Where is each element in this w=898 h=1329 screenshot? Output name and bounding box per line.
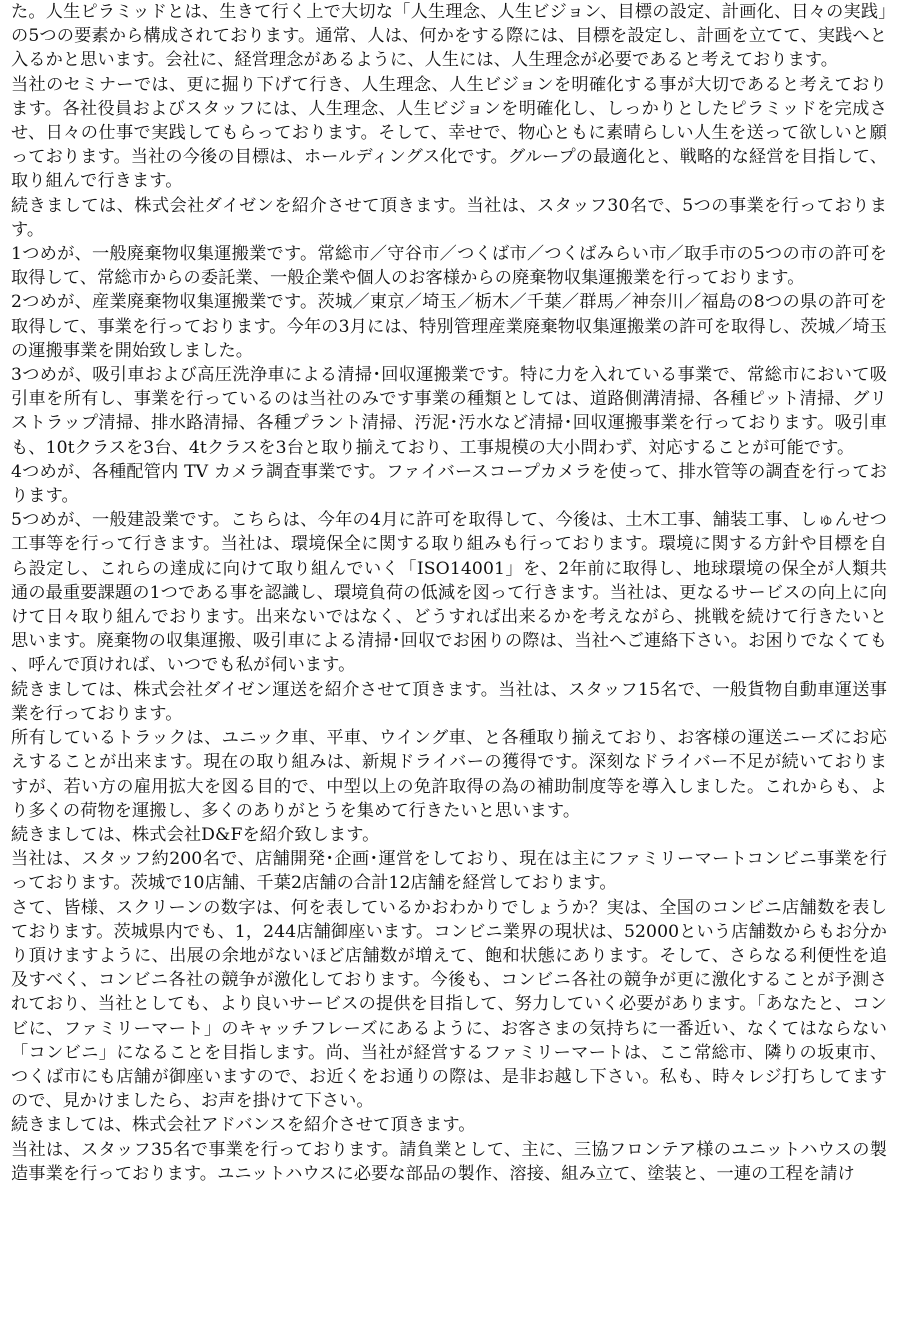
paragraph-trucks: 所有しているトラックは、ユニック車、平車、ウイング車、と各種取り揃えており、お客様の運送ニーズにお応えすることが出来ます。現在の取り組みは、新規ドライバーの獲得です。深刻なドライバー不足が続いておりますが、若い方の雇用拡大を図る目的で、中型以上の免許取得の為の補助制度等を導入しました。これからも、より多くの荷物を運搬し、多くのありがとうを集めて行きたいと思います。 xyxy=(11,728,887,821)
paragraph-convenience-stores: さて、皆様、スクリーンの数字は、何を表しているかおわかりでしょうか？実は、全国のコンビニ店舗数を表しております。茨城県内でも、1，244店舗御座います。コンビニ業界の現状は、52000という店舗数からもお分かり頂けますように、出展の余地がないほど店舗数が増えて、飽和状態にあります。そして、さらなる利便性を追及すべく、コンビニ各社の競争が激化しております。今後も、コンビニ各社の競争が更に激化することが予測されており、当社としても、より良いサービスの提供を目指して、努力していく必要があります。「あなたと、コンビに、ファミリーマート」のキャッチフレーズにあるように、お客さまの気持ちに一番近い、なくてはならない「コンビニ」になることを目指します。尚、当社が経営するファミリーマートは、ここ常総市、隣りの坂東市、つくば市にも店舗が御座いますので、お近くをお通りの際は、是非お越し下さい。私も、時々レジ打ちしてますので、見かけましたら、お声を掛けて下さい。 xyxy=(11,897,887,1112)
paragraph-seminar: 当社のセミナーでは、更に掘り下げて行き、人生理念、人生ビジョンを明確化する事が大切であると考えております。各社役員およびスタッフには、人生理念、人生ビジョンを明確化し、しっかりとしたピラミッドを完成させ、日々の仕事で実践してもらっております。そして、幸せで、物心ともに素晴らしい人生を送って欲しいと願っております。当社の今後の目標は、ホールディングス化です。グループの最適化と、戦略的な経営を目指して、取り組んで行きます。 xyxy=(11,74,887,192)
paragraph-business-3: 3つめが、吸引車および高圧洗浄車による清掃･回収運搬業です。特に力を入れている事業で、常総市において吸引車を所有し、事業を行っているのは当社のみです事業の種類としては、道路側溝清掃、各種ピット清掃、グリストラップ清掃、排水路清掃、各種プラント清掃、汚泥･汚水など清掃･回収運搬事業を行っております。吸引車も、10tクラスを3台、4tクラスを3台と取り揃えており、工事規模の大小問わず、対応することが可能です。 xyxy=(11,365,887,458)
paragraph-business-5: 5つめが、一般建設業です。こちらは、今年の4月に許可を取得して、今後は、土木工事、舗装工事、しゅんせつ工事等を行って行きます。当社は、環境保全に関する取り組みも行っております。環境に関する方針や目標を自ら設定し、これらの達成に向けて取り組んでいく「ISO14001」を、2年前に取得し、地球環境の保全が人類共通の最重要課題の1つである事を認識し、環境負荷の低減を図って行きます。当社は、更なるサービスの向上に向けて日々取り組んでおります。出来ないではなく、どうすれば出来るかを考えながら、挑戦を続けて行きたいと思います。廃棄物の収集運搬、吸引車による清掃･回収でお困りの際は、当社へご連絡下さい。お困りでなくても、呼んで頂ければ、いつでも私が伺います。 xyxy=(11,510,887,676)
paragraph-life-pyramid: た。人生ピラミッドとは、生きて行く上で大切な「人生理念、人生ビジョン、目標の設定、計画化、日々の実践」の5つの要素から構成されております。通常、人は、何かをする際には、目標を設定し、計画を立てて、実践へと入るかと思います。会社に、経営理念があるように、人生には、人生理念が必要であると考えております。 xyxy=(11,2,887,71)
paragraph-daizen-unso-intro: 続きましては、株式会社ダイゼン運送を紹介させて頂きます。当社は、スタッフ15名で、一般貨物自動車運送事業を行っております。 xyxy=(11,679,887,724)
paragraph-daizen-intro: 続きましては、株式会社ダイゼンを紹介させて頂きます。当社は、スタッフ30名で、5つの事業を行っております。 xyxy=(11,195,887,240)
paragraph-df-business: 当社は、スタッフ約200名で、店舗開発･企画･運営をしており、現在は主にファミリーマートコンビニ事業を行っております。茨城で10店舗、千葉2店舗の合計12店舗を経営しております。 xyxy=(11,849,887,894)
paragraph-business-2: 2つめが、産業廃棄物収集運搬業です。茨城／東京／埼玉／栃木／千葉／群馬／神奈川／福島の8つの県の許可を取得して、事業を行っております。今年の3月には、特別管理産業廃棄物収集運搬業の許可を取得し、茨城／埼玉の運搬事業を開始致しました。 xyxy=(11,292,887,361)
document-body xyxy=(11,0,887,1186)
paragraph-business-4: 4つめが、各種配管内 TV カメラ調査事業です。ファイバースコープカメラを使って、排水管等の調査を行っております。 xyxy=(11,461,887,507)
paragraph-business-1: 1つめが、一般廃棄物収集運搬業です。常総市／守谷市／つくば市／つくばみらい市／取手市の5つの市の許可を取得して、常総市からの委託業、一般企業や個人のお客様からの廃棄物収集運搬業を行っております。 xyxy=(11,244,887,289)
paragraph-df-intro: 続きましては、株式会社D&Fを紹介致します。 xyxy=(11,824,380,845)
paragraph-advance-intro: 続きましては、株式会社アドバンスを紹介させて頂きます。 xyxy=(11,1115,476,1136)
paragraph-advance-business: 当社は、スタッフ35名で事業を行っております。請負業として、主に、三協フロンテア様のユニットハウスの製造事業を行っております。ユニットハウスに必要な部品の製作、溶接、組み立て、塗装と、一連の工程を請け xyxy=(11,1139,887,1184)
